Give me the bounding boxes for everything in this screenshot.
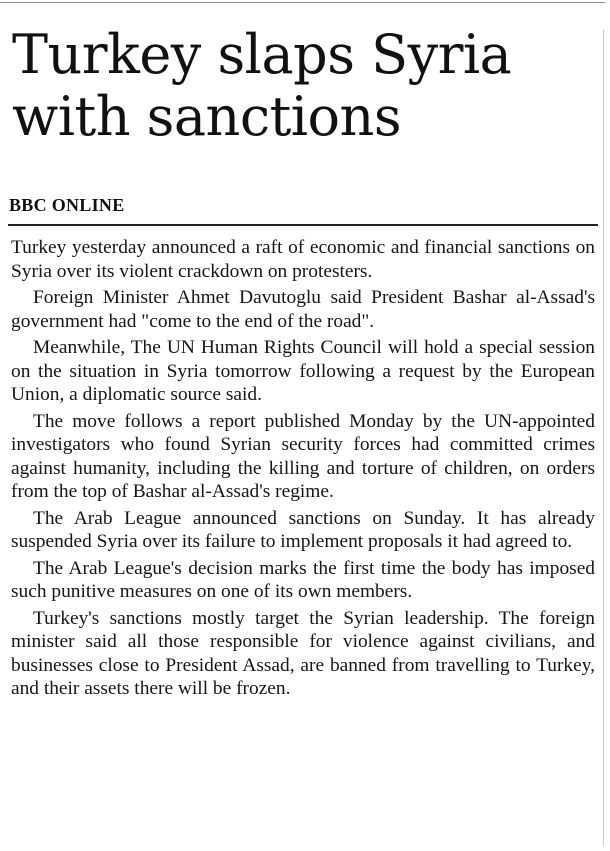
byline: BBC ONLINE: [9, 195, 125, 215]
article-paragraph: Turkey yesterday announced a raft of economic and financial sanctions on Syria over its violent crackdown on protesters.: [11, 237, 595, 282]
article-paragraph: Turkey's sanctions mostly target the Syrian leadership. The foreign minister said all those responsible for violence against civilians, and businesses close to President Assad, are banned from travelling to Turkey, and their assets there will be frozen.: [11, 607, 595, 700]
byline-rule: [8, 224, 598, 226]
top-border-rule: [0, 2, 605, 3]
article-paragraph: The Arab League's decision marks the first time the body has imposed such punitive measures on one of its own members.: [11, 557, 595, 603]
article-paragraph: The move follows a report published Monday by the UN-appointed investigators who found Syrian security forces had committed crimes against humanity, including the killing and torture of children, on orders from the top of Bashar al-Assad's regime.: [11, 410, 595, 503]
article-paragraph: Foreign Minister Ahmet Davutoglu said President Bashar al-Assad's government had "come to the end of the road".: [11, 286, 595, 332]
article-paragraph: The Arab League announced sanctions on Sunday. It has already suspended Syria over its failure to implement proposals it had agreed to.: [11, 507, 595, 553]
article-paragraph: Meanwhile, The UN Human Rights Council will hold a special session on the situation in Syria tomorrow following a request by the European Union, a diplomatic source said.: [11, 336, 595, 406]
article-body: [11, 236, 595, 704]
column-right-rule: [603, 30, 604, 845]
headline: Turkey slaps Syria with sanctions: [12, 23, 512, 148]
